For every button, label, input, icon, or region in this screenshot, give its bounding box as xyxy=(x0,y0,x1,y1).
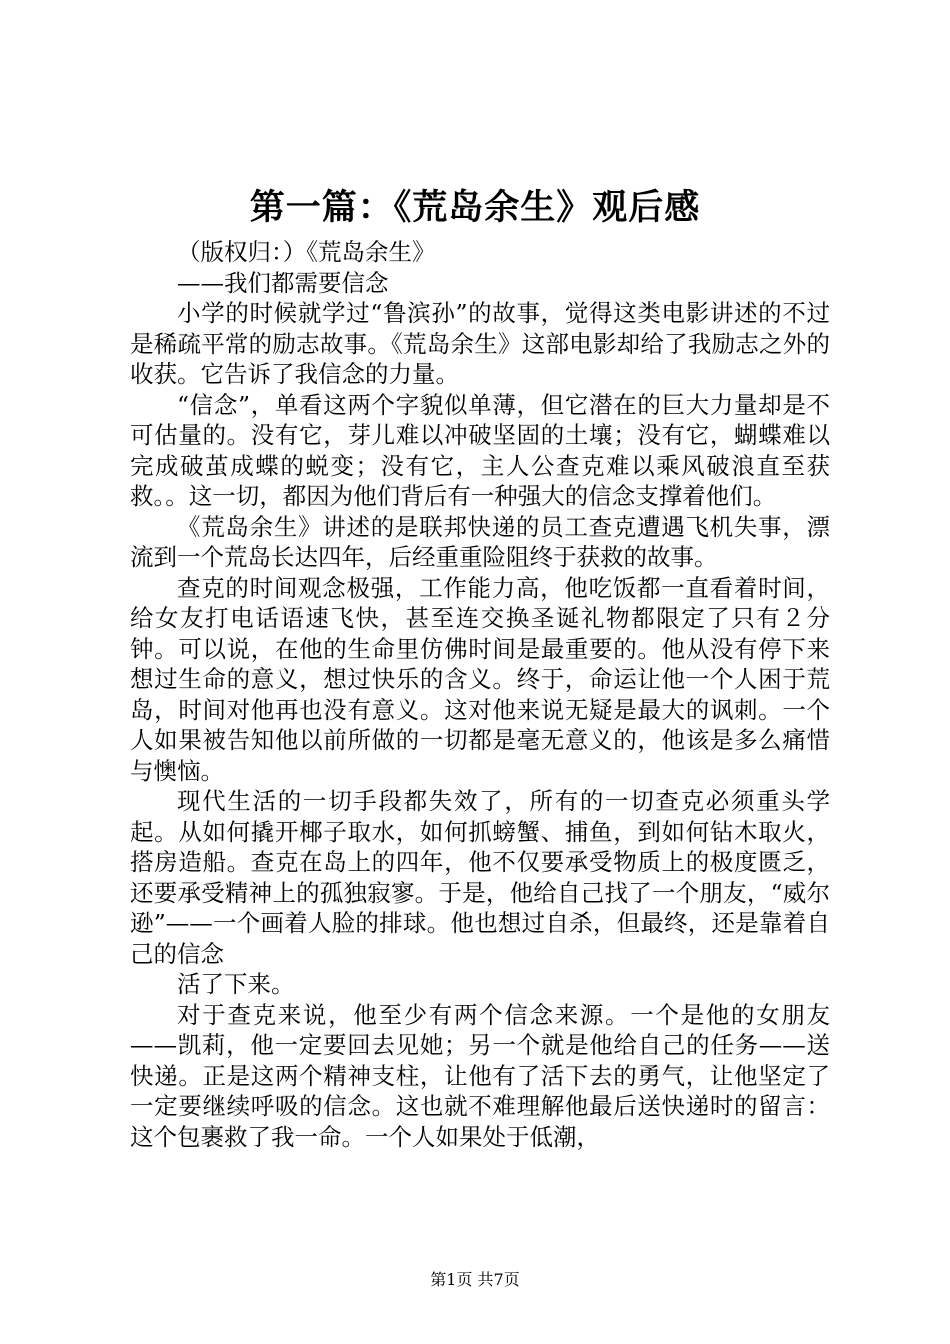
document-title: 第一篇：《荒岛余生》观后感 xyxy=(249,187,701,228)
document-body xyxy=(130,237,830,1152)
paragraph: 现代生活的一切手段都失效了，所有的一切查克必须重头学起。从如何撬开椰子取水，如何抓螃蟹、捕鱼，到如何钻木取火，搭房造船。查克在岛上的四年，他不仅要承受物质上的极度匮乏，还要承受精神上的孤独寂寥。于是，他给自己找了一个朋友，“威尔逊”——一个画着人脸的排球。他也想过自杀，但最终，还是靠着自己的信念 xyxy=(130,787,830,968)
paragraph-subtitle: ——我们都需要信念 xyxy=(177,268,389,297)
paragraph: 小学的时候就学过“鲁滨孙”的故事，觉得这类电影讲述的不过是稀疏平常的励志故事。《荒岛余生》这部电影却给了我励志之外的收获。它告诉了我信念的力量。 xyxy=(130,299,830,388)
paragraph: “信念”，单看这两个字貌似单薄，但它潜在的巨大力量却是不可估量的。没有它，芽儿难以冲破坚固的土壤；没有它，蝴蝶难以完成破茧成蝶的蜕变；没有它，主人公查克难以乘风破浪直至获救。。这一切，都因为他们背后有一种强大的信念支撑着他们。 xyxy=(130,390,830,510)
paragraph-copyright: （版权归：）《荒岛余生》 xyxy=(177,238,436,266)
paragraph: 活了下来。 xyxy=(177,970,295,998)
page-footer: 第1页 共7页 xyxy=(430,1270,520,1289)
paragraph: 对于查克来说，他至少有两个信念来源。一个是他的女朋友——凯莉，他一定要回去见她；另一个就是他给自己的任务——送快递。正是这两个精神支柱，让他有了活下去的勇气，让他坚定了一定要继续呼吸的信念。这也就不难理解他最后送快递时的留言：这个包裹救了我一命。一个人如果处于低潮， xyxy=(130,1000,830,1151)
paragraph: 查克的时间观念极强，工作能力高，他吃饭都一直看着时间，给女友打电话语速飞快，甚至连交换圣诞礼物都限定了只有２分钟。可以说，在他的生命里仿佛时间是最重要的。他从没有停下来想过生命的意义，想过快乐的含义。终于，命运让他一个人困于荒岛，时间对他再也没有意义。这对他来说无疑是最大的讽刺。一个人如果被告知他以前所做的一切都是毫无意义的，他该是多么痛惜与懊恼。 xyxy=(130,573,830,785)
paragraph: 《荒岛余生》讲述的是联邦快递的员工查克遭遇飞机失事，漂流到一个荒岛长达四年，后经重重险阻终于获救的故事。 xyxy=(130,512,830,571)
